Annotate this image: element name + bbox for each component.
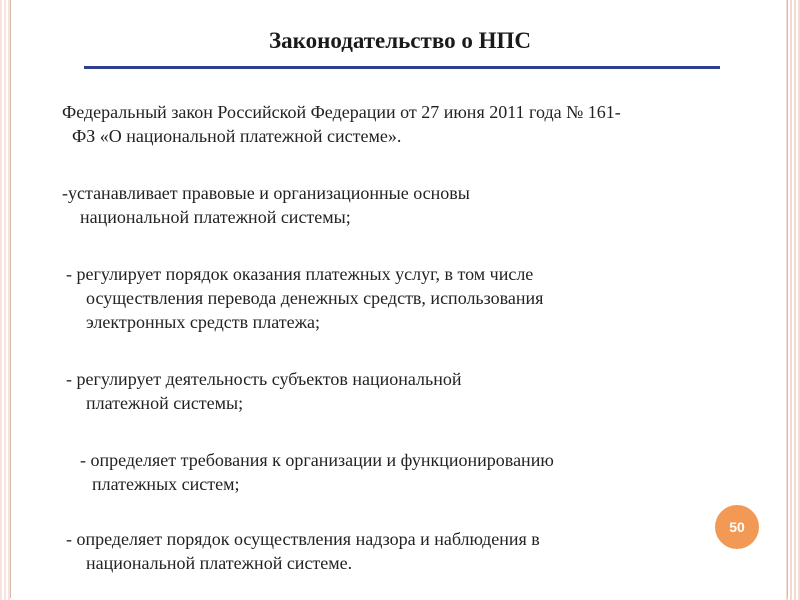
point-4-line-2: платежных систем; [92, 474, 240, 494]
intro-line-2: ФЗ «О национальной платежной системе». [72, 126, 402, 146]
point-5-line-2: национальной платежной системе. [86, 553, 353, 573]
point-2-line-1: - регулирует порядок оказания платежных услуг, в том числе [66, 264, 534, 284]
point-1-line-1: -устанавливает правовые и организационные основы [62, 183, 470, 203]
left-decorative-stripes [0, 0, 10, 600]
point-4-line-1: - определяет требования к организации и функционированию [80, 450, 554, 470]
point-2-line-3: электронных средств платежа; [86, 312, 320, 332]
point-2-line-2: осуществления перевода денежных средств, использования [86, 288, 544, 308]
right-decorative-stripes [786, 0, 800, 600]
title-underline [84, 66, 720, 69]
point-5-line-1: - определяет порядок осуществления надзора и наблюдения в [66, 529, 540, 549]
intro-line-1: Федеральный закон Российской Федерации от 27 июня 2011 года № 161- [62, 102, 621, 122]
page-number-badge: 50 [715, 505, 759, 549]
slide-title: Законодательство о НПС [269, 28, 531, 53]
point-3-line-1: - регулирует деятельность субъектов национальной [66, 369, 462, 389]
point-3-line-2: платежной системы; [86, 393, 244, 413]
point-1-line-2: национальной платежной системы; [80, 207, 351, 227]
